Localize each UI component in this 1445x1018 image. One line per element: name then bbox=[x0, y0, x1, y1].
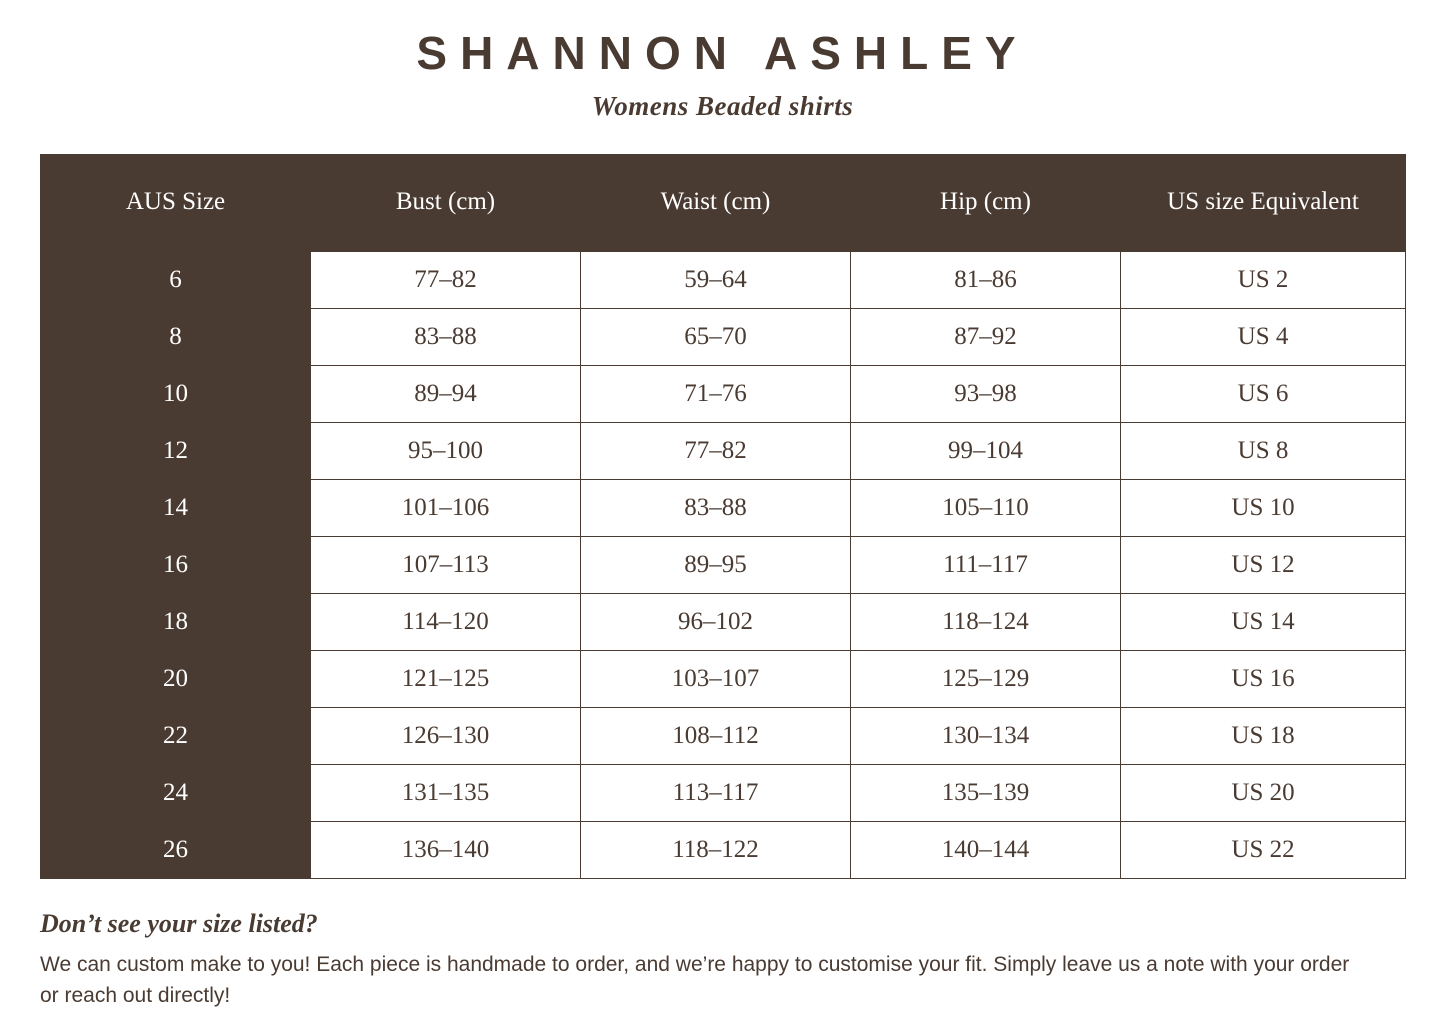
cell-us-size: US 10 bbox=[1121, 479, 1406, 536]
cell-hip: 93–98 bbox=[851, 365, 1121, 422]
column-header-waist: Waist (cm) bbox=[581, 154, 851, 251]
cell-waist: 113–117 bbox=[581, 764, 851, 821]
cell-us-size: US 16 bbox=[1121, 650, 1406, 707]
table-row bbox=[41, 764, 1406, 821]
cell-aus-size: 8 bbox=[41, 308, 311, 365]
cell-waist: 65–70 bbox=[581, 308, 851, 365]
cell-waist: 71–76 bbox=[581, 365, 851, 422]
table-body bbox=[41, 251, 1406, 878]
cell-waist: 118–122 bbox=[581, 821, 851, 878]
cell-hip: 81–86 bbox=[851, 251, 1121, 308]
cell-hip: 105–110 bbox=[851, 479, 1121, 536]
table-row bbox=[41, 251, 1406, 308]
table-row bbox=[41, 707, 1406, 764]
cell-aus-size: 18 bbox=[41, 593, 311, 650]
table-row bbox=[41, 422, 1406, 479]
table-header bbox=[41, 154, 1406, 251]
footer-note bbox=[40, 909, 1405, 1012]
cell-us-size: US 18 bbox=[1121, 707, 1406, 764]
column-header-hip: Hip (cm) bbox=[851, 154, 1121, 251]
cell-aus-size: 24 bbox=[41, 764, 311, 821]
cell-bust: 95–100 bbox=[311, 422, 581, 479]
cell-bust: 126–130 bbox=[311, 707, 581, 764]
cell-bust: 121–125 bbox=[311, 650, 581, 707]
cell-aus-size: 20 bbox=[41, 650, 311, 707]
footer-body: We can custom make to you! Each piece is handmade to order, and we’re happy to customise your fit. Simply leave us a note with your order or reach out directly! bbox=[40, 952, 1350, 1008]
cell-bust: 136–140 bbox=[311, 821, 581, 878]
cell-waist: 83–88 bbox=[581, 479, 851, 536]
cell-waist: 89–95 bbox=[581, 536, 851, 593]
cell-hip: 99–104 bbox=[851, 422, 1121, 479]
cell-bust: 107–113 bbox=[311, 536, 581, 593]
cell-aus-size: 14 bbox=[41, 479, 311, 536]
table-header-row bbox=[41, 154, 1406, 251]
table-row bbox=[41, 593, 1406, 650]
page-subtitle: Womens Beaded shirts bbox=[591, 90, 854, 121]
cell-us-size: US 14 bbox=[1121, 593, 1406, 650]
table-row bbox=[41, 821, 1406, 878]
cell-us-size: US 6 bbox=[1121, 365, 1406, 422]
cell-us-size: US 4 bbox=[1121, 308, 1406, 365]
cell-bust: 89–94 bbox=[311, 365, 581, 422]
cell-hip: 135–139 bbox=[851, 764, 1121, 821]
table-row bbox=[41, 650, 1406, 707]
table-row bbox=[41, 479, 1406, 536]
brand-title: SHANNON ASHLEY bbox=[416, 27, 1029, 79]
footer-heading: Don’t see your size listed? bbox=[40, 908, 318, 938]
cell-waist: 96–102 bbox=[581, 593, 851, 650]
cell-hip: 111–117 bbox=[851, 536, 1121, 593]
cell-us-size: US 8 bbox=[1121, 422, 1406, 479]
cell-hip: 118–124 bbox=[851, 593, 1121, 650]
cell-bust: 114–120 bbox=[311, 593, 581, 650]
cell-us-size: US 2 bbox=[1121, 251, 1406, 308]
cell-hip: 130–134 bbox=[851, 707, 1121, 764]
cell-us-size: US 20 bbox=[1121, 764, 1406, 821]
table-row bbox=[41, 365, 1406, 422]
cell-bust: 83–88 bbox=[311, 308, 581, 365]
cell-bust: 101–106 bbox=[311, 479, 581, 536]
cell-aus-size: 10 bbox=[41, 365, 311, 422]
column-header-us-size: US size Equivalent bbox=[1121, 154, 1406, 251]
cell-aus-size: 6 bbox=[41, 251, 311, 308]
table-row bbox=[41, 308, 1406, 365]
cell-waist: 59–64 bbox=[581, 251, 851, 308]
cell-waist: 103–107 bbox=[581, 650, 851, 707]
cell-bust: 131–135 bbox=[311, 764, 581, 821]
cell-waist: 77–82 bbox=[581, 422, 851, 479]
cell-aus-size: 12 bbox=[41, 422, 311, 479]
column-header-bust: Bust (cm) bbox=[311, 154, 581, 251]
cell-hip: 87–92 bbox=[851, 308, 1121, 365]
cell-hip: 140–144 bbox=[851, 821, 1121, 878]
size-chart-table bbox=[40, 154, 1406, 879]
cell-us-size: US 22 bbox=[1121, 821, 1406, 878]
cell-aus-size: 22 bbox=[41, 707, 311, 764]
cell-us-size: US 12 bbox=[1121, 536, 1406, 593]
column-header-aus-size: AUS Size bbox=[41, 154, 311, 251]
cell-waist: 108–112 bbox=[581, 707, 851, 764]
cell-bust: 77–82 bbox=[311, 251, 581, 308]
cell-aus-size: 16 bbox=[41, 536, 311, 593]
cell-hip: 125–129 bbox=[851, 650, 1121, 707]
cell-aus-size: 26 bbox=[41, 821, 311, 878]
table-row bbox=[41, 536, 1406, 593]
